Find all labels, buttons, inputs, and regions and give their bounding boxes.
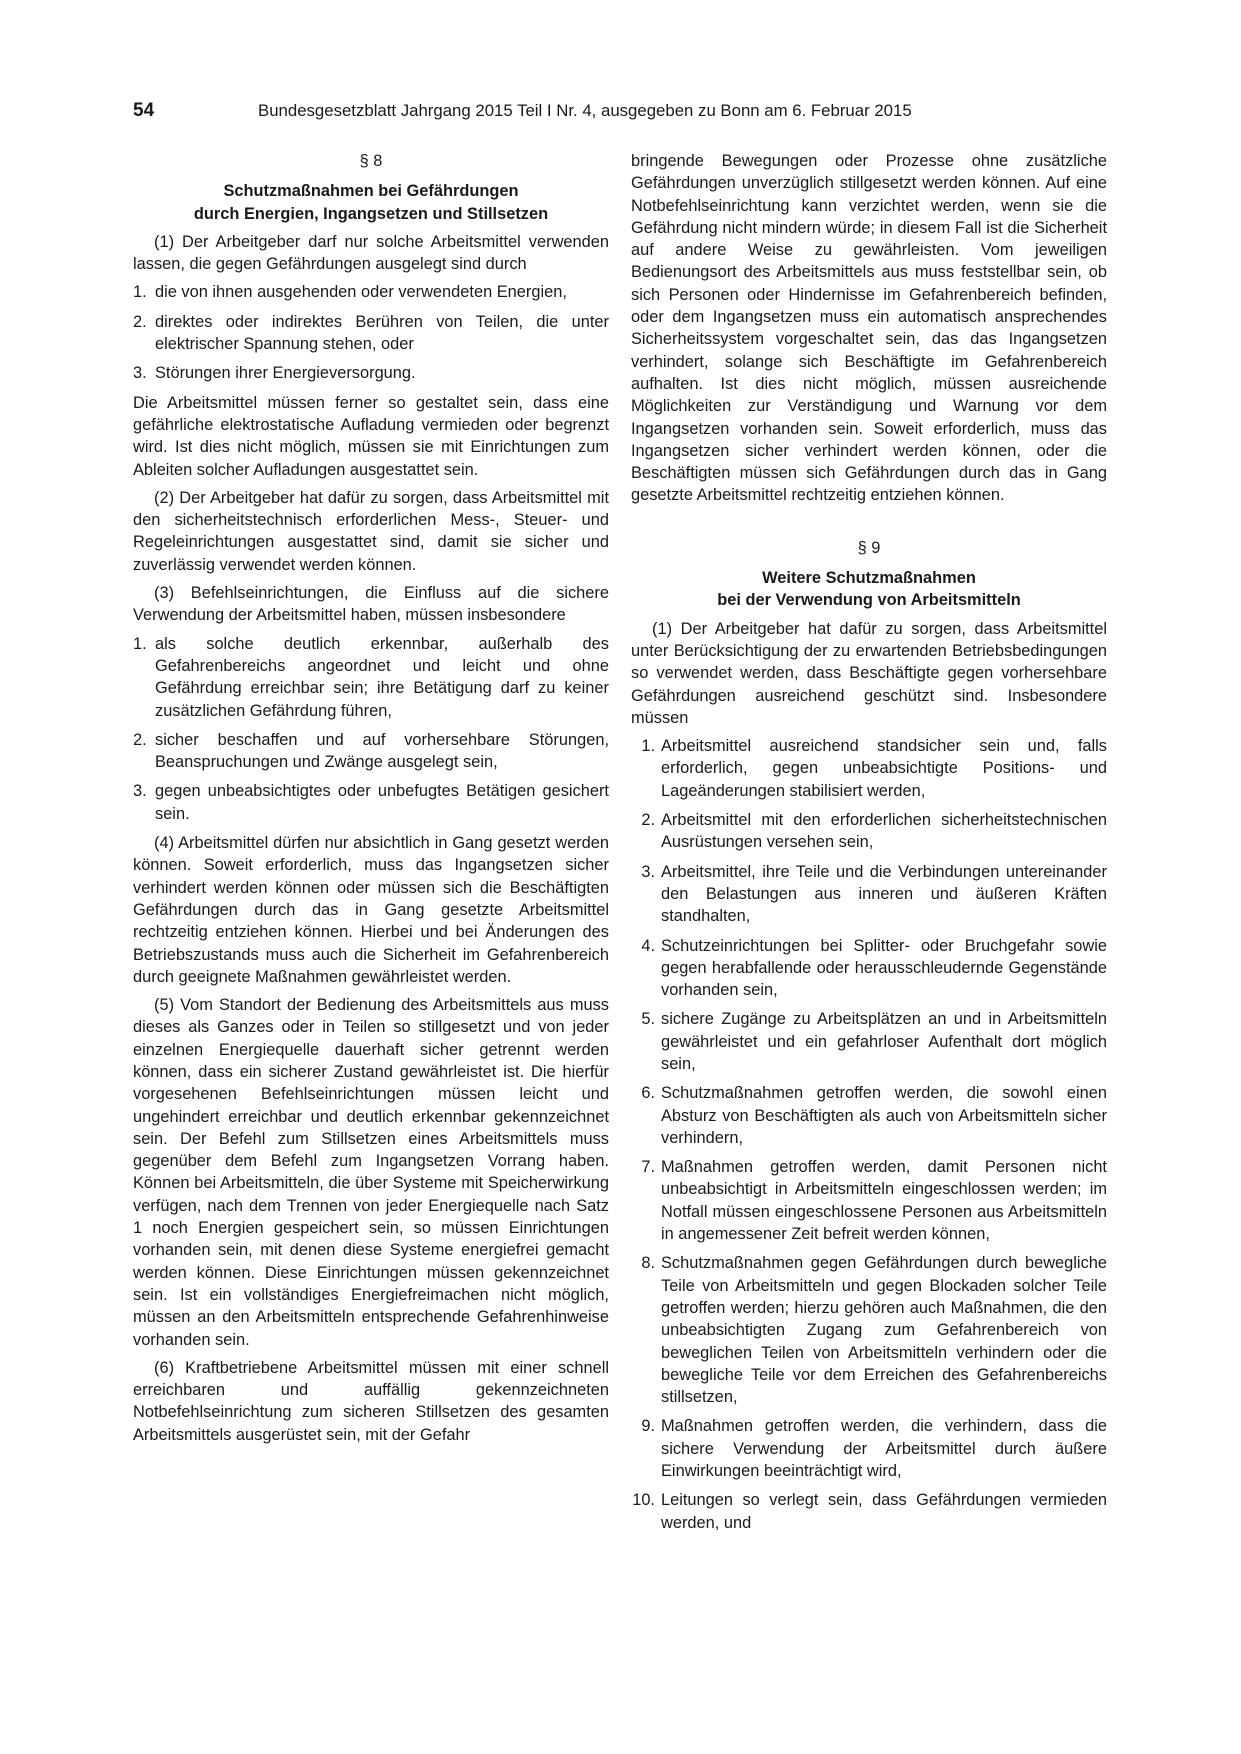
list-item — [631, 1156, 1107, 1245]
list-item-number: 5. — [641, 1010, 655, 1029]
list-item-text: die von ihnen ausgehenden oder verwendeten Energien, — [155, 283, 567, 302]
list-item — [133, 633, 609, 722]
left-column — [133, 150, 609, 1452]
list-item-number: 1. — [133, 634, 147, 653]
section-spacer — [631, 513, 1107, 537]
list-item-number: 7. — [641, 1158, 655, 1177]
section-8-number: § 8 — [359, 152, 383, 170]
paragraph-9-1-intro: (1) Der Arbeitgeber hat dafür zu sorgen, dass Arbeitsmittel unter Berücksichtigung der zu erwartenden Betriebsbedingungen so verwendet werden, dass Beschäftigte gegen vorhersehbare Gefährdungen ausreichend geschützt sind. Insbesondere müssen — [631, 619, 1107, 727]
list-item-number: 2. — [133, 730, 147, 749]
list-item-number: 1. — [133, 283, 147, 302]
list-item — [631, 1489, 1107, 1534]
list-item-text: sicher beschaffen und auf vorhersehbare Störungen, Beanspruchungen und Zwänge ausgelegt sein, — [155, 730, 609, 772]
list-item — [133, 281, 609, 303]
paragraph-8-6-part-1: (6) Kraftbetriebene Arbeitsmittel müssen mit einer schnell erreichbaren und auffällig gekennzeichneten Notbefehlseinrichtung zum sicheren Stillsetzen des gesamten Arbeitsmittels ausgerüstet sein, mit der Gefahr — [133, 1358, 609, 1444]
section-9-title-line-1: Weitere Schutzmaßnahmen — [762, 569, 976, 588]
section-9-title-line-2: bei der Verwendung von Arbeitsmitteln — [717, 591, 1021, 610]
paragraph-8-1-intro: (1) Der Arbeitgeber darf nur solche Arbeitsmittel verwenden lassen, die gegen Gefährdungen ausgelegt sind durch — [133, 232, 609, 274]
list-item — [631, 861, 1107, 928]
list-item — [631, 1008, 1107, 1075]
list-item-text: Arbeitsmittel ausreichend standsicher sein und, falls erforderlich, gegen unbeabsichtigte Positions- und Lageänderungen stabilisiert werden, — [661, 737, 1107, 800]
list-item-text: gegen unbeabsichtigtes oder unbefugtes Betätigen gesichert sein. — [155, 782, 609, 823]
list-item — [631, 935, 1107, 1002]
list-item-number: 2. — [133, 312, 147, 331]
list-item — [133, 362, 609, 384]
list-item-text: Schutzeinrichtungen bei Splitter- oder Bruchgefahr sowie gegen herabfallende oder herausschleudernde Gegenstände vorhanden sein, — [661, 936, 1107, 1000]
list-item-number: 10. — [632, 1491, 655, 1510]
list-item — [133, 729, 609, 774]
paragraph-8-1-continuation: Die Arbeitsmittel müssen ferner so gestaltet sein, dass eine gefährliche elektrostatische Aufladung vermieden oder begrenzt wird. Ist dies nicht möglich, müssen sie mit Einrichtungen zum Ableiten solcher Aufladungen ausgestattet sein. — [133, 393, 609, 479]
paragraph-8-2: (2) Der Arbeitgeber hat dafür zu sorgen, dass Arbeitsmittel mit den sicherheitstechnisch erforderlichen Mess-, Steuer- und Regeleinrichtungen ausgestattet sind, damit sie sicher und zuverlässig verwendet werden können. — [133, 488, 609, 574]
list-item-text: sichere Zugänge zu Arbeitsplätzen an und in Arbeitsmitteln gewährleistet und ein gefahrloser Aufenthalt dort möglich sein, — [661, 1010, 1107, 1073]
list-item-text: Maßnahmen getroffen werden, die verhindern, dass die sichere Verwendung der Arbeitsmittel durch äußere Einwirkungen beeinträchtigt wird, — [661, 1417, 1107, 1481]
paragraph-8-1-list — [133, 281, 609, 384]
list-item-number: 2. — [641, 811, 655, 830]
paragraph-8-3-list — [133, 633, 609, 825]
paragraph-8-5: (5) Vom Standort der Bedienung des Arbeitsmittels aus muss dieses als Ganzes oder in Teilen so stillgesetzt und von jeder einzelnen Energiequelle dauerhaft sicher getrennt werden können, dass ein sicherer Zustand gewährleistet ist. Die hierfür vorgesehenen Befehlseinrichtungen müssen leicht und ungehindert erreichbar und deutlich erkennbar gekennzeichnet sein. Der Befehl zum Stillsetzen eines Arbeitsmittels muss gegenüber dem Befehl zum Ingangsetzen Vorrang haben. Können bei Arbeitsmitteln, die über Systeme mit Speicherwirkung verfügen, nach dem Trennen von jeder Energiequelle nach Satz 1 noch Energien gespeichert sein, so müssen Einrichtungen vorhanden sein, mit denen diese Systeme energiefrei gemacht werden können. Diese Einrichtungen müssen gekennzeichnet sein. Ist ein vollständiges Energiefreimachen nicht möglich, müssen an den Arbeitsmitteln entsprechende Gefahrenhinweise vorhanden sein. — [133, 996, 609, 1349]
list-item-text: Schutzmaßnahmen getroffen werden, die sowohl einen Absturz von Beschäftigten als auch von Arbeitsmitteln sicher verhindern, — [661, 1084, 1107, 1147]
list-item-text: Arbeitsmittel mit den erforderlichen sicherheitstechnischen Ausrüstungen versehen sein, — [661, 811, 1107, 852]
paragraph-8-6-part-2: bringende Bewegungen oder Prozesse ohne zusätzliche Gefährdungen unverzüglich stillgesetzt werden können. Auf eine Notbefehlseinrichtung kann verzichtet werden, wenn sie die Gefährdung nicht mindern würde; in diesem Fall ist die Sicherheit auf andere Weise zu gewährleisten. Vom jeweiligen Bedienungsort des Arbeitsmittels aus muss feststellbar sein, ob sich Personen oder Hindernisse im Gefahrenbereich befinden, oder dem Ingangsetzen muss ein automatisch ansprechendes Sicherheitssystem vorgeschaltet sein, das das Ingangsetzen verhindert, solange sich Beschäftigte im Gefahrenbereich aufhalten. Ist dies nicht möglich, müssen ausreichende Möglichkeiten zur Verständigung und Warnung vor dem Ingangsetzen vorhanden sein. Soweit erforderlich, muss das Ingangsetzen sicher verhindert werden können, oder die Beschäftigten müssen sich Gefährdungen durch das in Gang gesetzte Arbeitsmittel rechtzeitig entziehen können. — [631, 152, 1107, 505]
page-number: 54 — [133, 100, 155, 121]
list-item-number: 1. — [641, 737, 655, 756]
paragraph-9-1-list — [631, 735, 1107, 1534]
list-item-text: Maßnahmen getroffen werden, damit Personen nicht unbeabsichtigt in Arbeitsmitteln eingeschlossen werden; im Notfall müssen eingeschlossene Personen aus Arbeitsmitteln in angemessener Zeit befreit werden können, — [661, 1158, 1107, 1244]
list-item-text: Arbeitsmittel, ihre Teile und die Verbindungen untereinander den Belastungen aus inneren und äußeren Kräften standhalten, — [661, 862, 1107, 926]
list-item — [133, 311, 609, 356]
paragraph-8-4: (4) Arbeitsmittel dürfen nur absichtlich in Gang gesetzt werden können. Soweit erforderlich, muss das Ingangsetzen sicher verhindert werden können oder müssen sich die Beschäftigten Gefährdungen durch das in Gang gesetzte Arbeitsmittel rechtzeitig entziehen können. Hierbei und bei Änderungen des Betriebszustands muss auch die Sicherheit im Gefahrenbereich durch geeignete Maßnahmen gewährleistet werden. — [133, 834, 609, 986]
list-item — [631, 735, 1107, 802]
page-header — [133, 100, 1108, 126]
section-8-title-line-1: Schutzmaßnahmen bei Gefährdungen — [223, 182, 519, 201]
list-item-number: 3. — [133, 364, 147, 383]
list-item-text: als solche deutlich erkennbar, außerhalb des Gefahrenbereichs angeordnet und leicht und ohne Gefährdung erreichbar sein; ihre Betätigung darf zu keiner zusätzlichen Gefährdung führen, — [155, 634, 609, 720]
list-item — [631, 1415, 1107, 1482]
list-item-text: Leitungen so verlegt sein, dass Gefährdungen vermieden werden, und — [661, 1491, 1107, 1532]
list-item — [133, 780, 609, 825]
list-item-number: 3. — [133, 782, 147, 801]
list-item-text: Störungen ihrer Energieversorgung. — [155, 364, 416, 383]
section-8-title — [133, 180, 609, 225]
list-item-number: 3. — [641, 862, 655, 881]
list-item-number: 6. — [641, 1084, 655, 1103]
list-item-number: 8. — [641, 1254, 655, 1273]
section-8-title-line-2: durch Energien, Ingangsetzen und Stillsetzen — [193, 204, 549, 223]
list-item — [631, 809, 1107, 854]
paragraph-8-3-intro: (3) Befehlseinrichtungen, die Einfluss auf die sichere Verwendung der Arbeitsmittel haben, müssen insbesondere — [133, 584, 609, 625]
list-item-number: 4. — [641, 936, 655, 955]
list-item-text: Schutzmaßnahmen gegen Gefährdungen durch bewegliche Teile von Arbeitsmitteln und gegen Blockaden solcher Teile getroffen werden; hierzu gehören auch Maßnahmen, die den unbeabsichtigten Zugang zum Gefahrenbereich von beweglichen Teilen von Arbeitsmitteln verhindern oder die bewegliche Teile vor dem Erreichen des Gefahrenbereichs stillsetzen, — [661, 1254, 1107, 1407]
section-9-number: § 9 — [857, 538, 881, 557]
list-item — [631, 1252, 1107, 1408]
section-9-title — [631, 567, 1107, 612]
right-column — [631, 150, 1107, 1541]
list-item — [631, 1082, 1107, 1149]
list-item-number: 9. — [641, 1417, 655, 1436]
list-item-text: direktes oder indirektes Berühren von Teilen, die unter elektrischer Spannung stehen, oder — [155, 312, 609, 354]
running-title: Bundesgesetzblatt Jahrgang 2015 Teil I Nr. 4, ausgegeben zu Bonn am 6. Februar 2015 — [258, 101, 912, 120]
